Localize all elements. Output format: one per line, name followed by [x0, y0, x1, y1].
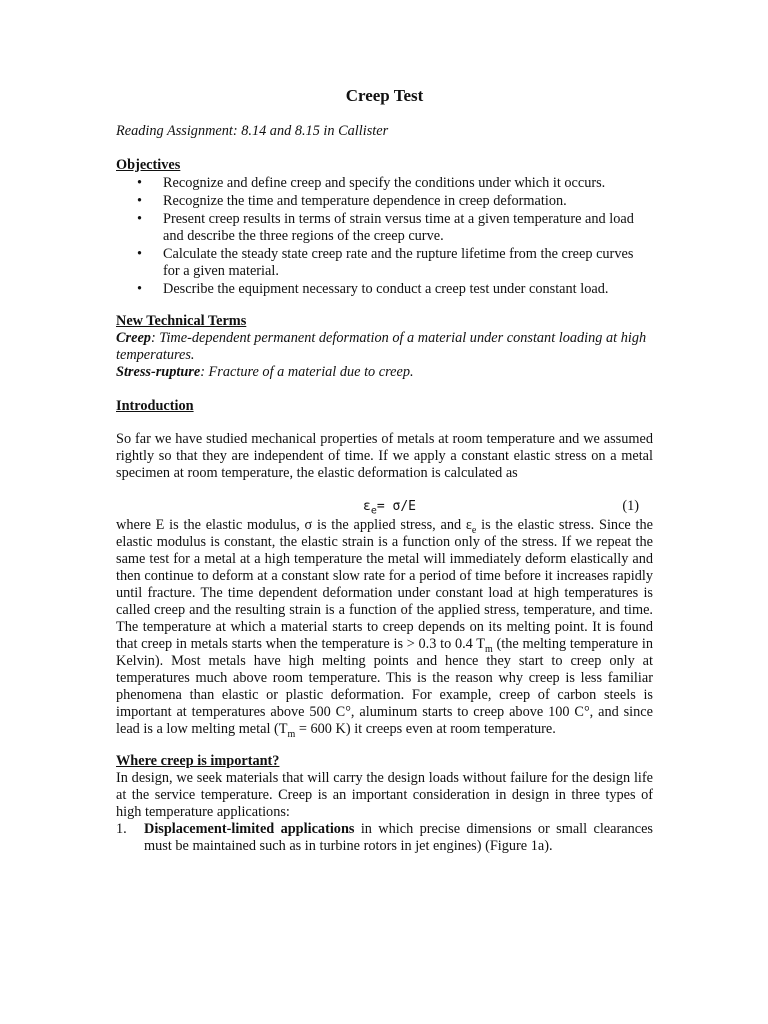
equation-expression — [363, 498, 416, 515]
subscript: m — [485, 643, 493, 655]
text-run: is the elastic stress. Since the elastic modulus is constant, the elastic strain is a function only of the stress. If we repeat the same test for a metal at a high temperature the metal will immediately deform elastically and then continue to deform at a constant slow rate for a period of time before it increases rapidly until fracture. The time dependent deformation under constant load at high temperatures is called creep and the resulting strain is a function of the applied stress, temperature, and time. The temperature at which a material starts to creep depends on its melting point. It is found that creep in metals starts when the temperature is > 0.3 to 0.4 T — [116, 517, 653, 652]
subscript: m — [287, 728, 296, 740]
technical-terms — [116, 313, 653, 381]
item-rest: in which precise dimensions or small clearances must be maintained such as in turbine rotors in jet engines) (Figure 1a). — [144, 821, 653, 854]
introduction-heading: Introduction — [116, 398, 194, 414]
bullet: • — [137, 211, 143, 227]
reading-assignment: Reading Assignment: 8.14 and 8.15 in Callister — [116, 123, 389, 139]
equation-1 — [116, 498, 653, 515]
equation-number: (1) — [622, 498, 639, 514]
rupture-def: : Fracture of a material due to creep. — [200, 364, 414, 380]
objective-text: Present creep results in terms of strain versus time at a given temperature and load and describe the three regions of the creep curve. — [163, 211, 634, 244]
objectives-heading: Objectives — [116, 157, 181, 173]
creep-term: Creep — [116, 330, 151, 346]
item-text — [116, 821, 653, 855]
eq-lhs: ε — [363, 499, 371, 514]
bullet: • — [137, 281, 143, 297]
intro-paragraph-2 — [116, 517, 653, 738]
where-paragraph: In design, we seek materials that will carry the design loads without failure for the design life at the service temperature. Creep is an important consideration in design in three types of high temperature applications: — [116, 770, 653, 820]
text-run: where E is the elastic modulus, σ is the applied stress, and ε — [116, 517, 472, 533]
where-heading: Where creep is important? — [116, 753, 280, 769]
eq-rhs: = σ/E — [376, 499, 416, 514]
item-bold: Displacement-limited applications — [144, 821, 355, 837]
rupture-term: Stress-rupture — [116, 364, 201, 380]
terms-heading: New Technical Terms — [116, 313, 247, 329]
text-run: (the melting temperature in Kelvin). Most metals have high melting points and hence they start to creep only at temperatures much above room temperature. This is the reason why creep is less familiar phenomena than elastic or plastic deformation. For example, creep of carbon steels is important at temperatures above 500 C°, aluminum starts to creep above 100 C°, and since lead is a low melting metal (T — [116, 636, 653, 737]
bullet: • — [137, 246, 143, 262]
list-item — [116, 821, 653, 855]
objectives-list — [116, 175, 653, 299]
list-item — [116, 281, 653, 298]
subscript: e — [471, 524, 477, 536]
list-item — [116, 193, 653, 210]
objective-text: Recognize and define creep and specify the conditions under which it occurs. — [163, 175, 606, 191]
eq-lhs-sub: e — [370, 505, 377, 517]
creep-def: : Time-dependent permanent deformation of a material under constant loading at high temperatures. — [116, 330, 647, 363]
rupture-definition — [116, 364, 653, 381]
page-title: Creep Test — [345, 86, 424, 105]
text-run: = 600 K) it creeps even at room temperature. — [295, 721, 556, 737]
objective-text: Recognize the time and temperature dependence in creep deformation. — [163, 193, 567, 209]
bullet: • — [137, 193, 143, 209]
creep-definition — [116, 330, 653, 364]
bullet: • — [137, 175, 143, 191]
item-number: 1. — [116, 821, 127, 837]
list-item — [116, 175, 653, 192]
objective-text: Describe the equipment necessary to conduct a creep test under constant load. — [163, 281, 609, 297]
intro-paragraph-1: So far we have studied mechanical properties of metals at room temperature and we assumed rightly so that they are independent of time. If we apply a constant elastic stress on a metal specimen at room temperature, the elastic deformation is calculated as — [116, 431, 653, 481]
list-item — [116, 211, 653, 245]
objective-text: Calculate the steady state creep rate and the rupture lifetime from the creep curves for a given material. — [163, 246, 634, 279]
list-item — [116, 246, 653, 280]
